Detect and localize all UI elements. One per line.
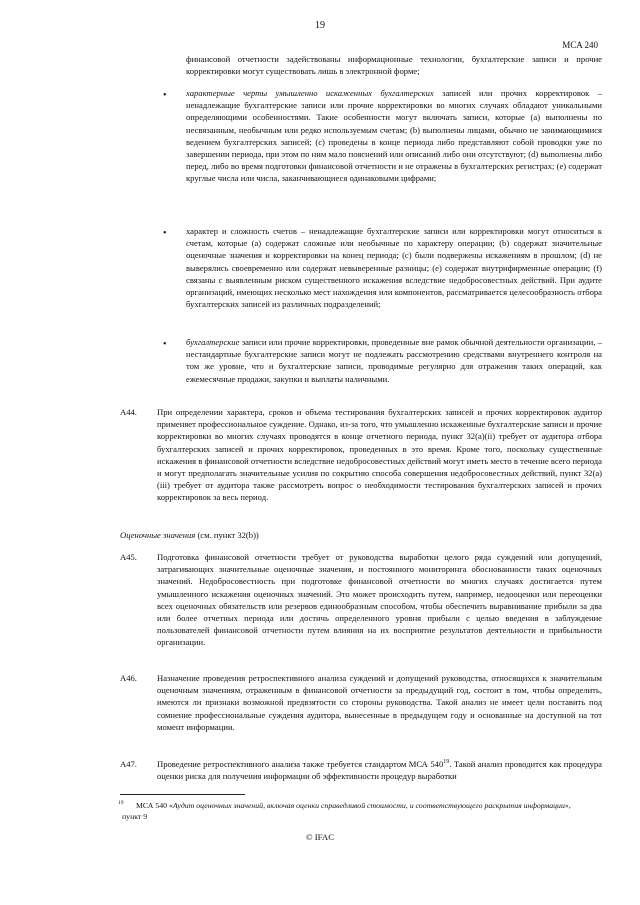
section-subheading xyxy=(120,529,600,541)
footnote-line-2: пункт 9 xyxy=(122,812,148,821)
a47-text-after: . Такой анализ проводится как процедура оценки риска для получения информации об эффективности процедур выработки xyxy=(157,759,603,782)
document-code: MCA 240 xyxy=(562,40,598,50)
footnote-reference[interactable]: 19 xyxy=(443,759,450,766)
paragraph-a46: Назначение проведения ретроспективного анализа суждений и допущений руководства, относящихся к значительным оценочным значениям, отраженным в финансовой отчетности за предыдущий год, состоит в том, чтобы определить, имеются ли признаки возможной предвзятости со стороны руководства. Такой анализ не имеет цели поставить под сомнение профессиональные суждения аудитора, вынесенные в предыдущем году и основанные на доступной на тот момент информации. xyxy=(157,673,602,732)
footnote-suffix: », xyxy=(564,801,571,810)
bullet-marker: • xyxy=(163,228,167,239)
paragraph-number: A47. xyxy=(120,759,137,769)
bullet-paragraph xyxy=(186,225,602,310)
bullet-text: записей или прочих корректировок – ненадлежащие бухгалтерские записи или прочие корректировки во многих случаях обладают уникальными определяющими особенностями. Такие особенности могут включать записи, которые (a) выполнены по несвязанным, необычным или редко используемым счетам; (b) выполнены лицами, обычно не занимающимися ведением бухгалтерских записей; (c) проведены в конце периода либо представляют собой проводки уже по завершении периода, при этом по ним мало пояснений или описаний либо они отсутствуют; (d) выполнены либо перед, либо во время подготовки финансовой отчетности и не отражены в бухгалтерских регистрах; (e) содержат круглые числа или числа, заканчивающиеся одинаковыми цифрами; xyxy=(186,88,603,184)
bullet-lead-italic: бухгалтерские xyxy=(186,337,240,347)
page-number: 19 xyxy=(315,20,325,31)
bullet-marker: • xyxy=(163,90,167,101)
footnote-number: 19 xyxy=(118,800,124,806)
footnote-line-1 xyxy=(122,800,602,811)
paragraph-a47 xyxy=(157,758,602,782)
bullet-paragraph xyxy=(186,336,602,385)
bullet-marker: • xyxy=(163,339,167,350)
footnote xyxy=(118,800,602,822)
footnote-divider xyxy=(120,794,245,795)
bullet-text: записи или прочие корректировки, проведенные вне рамок обычной деятельности организации, – нестандартные бухгалтерские записи могут не подлежать рассмотрению средствами внутреннего контроля на том же уровне, что и бухгалтерские записи, проводимые регулярно для отражения таких операций, как ежемесячные продажи, закупки и выплаты наличными. xyxy=(186,337,602,384)
a47-text-before: Проведение ретроспективного анализа также требуется стандартом МСА 540 xyxy=(157,759,444,769)
bullet-paragraph xyxy=(186,87,602,185)
paragraph-number: A45. xyxy=(120,552,137,562)
footnote-italic-title: Аудит оценочных значений, включая оценки справедливой стоимости, и соответствующего раскрытия информации xyxy=(172,801,565,810)
paragraph-a44: При определении характера, сроков и объема тестирования бухгалтерских записей и прочих корректировок аудитор применяет профессиональное суждение. Однако, из-за того, что умышленно искаженные бухгалтерские записи и прочие корректировки во многих случаях проводятся в конце отчетного периода, пункт 32(a)(ii) требует от аудитора отбора бухгалтерских записей и прочих корректировок, проведенных в это время. Кроме того, поскольку существенные искажения в финансовой отчетности вследствие недобросовестных действий могут иметь место в течение всего периода и могут предполагать значительные усилия по сокрытию способа совершения недобросовестных действий, пункт 32(a)(iii) требует от аудитора также рассмотреть вопрос о необходимости тестирования бухгалтерских записей и прочих корректировок за весь период. xyxy=(157,407,602,503)
subheading-text: (см. пункт 32(b)) xyxy=(195,530,259,540)
footnote-prefix: МСА 540 « xyxy=(136,801,173,810)
bullet-text: характер и сложность счетов – ненадлежащие бухгалтерские записи или корректировки могут относиться к счетам, которые (a) содержат сложные или необычные по характеру операции; (b) содержат значительные оценочные значения и корректировки на конец периода; (c) были подвержены искажениям в прошлом; (d) не выверялись своевременно или содержат невыверенные разницы; (e) содержат внутрифирменные операции; (f) связаны с выявленным риском существенного искажения вследствие недобросовестных действий. При аудите организаций, имеющих несколько мест нахождения или компонентов, рассматривается целесообразность отбора бухгалтерских записей из различных подразделений; xyxy=(186,226,602,310)
paragraph-number: A46. xyxy=(120,673,137,683)
bullet-lead-italic: характерные черты умышленно искаженных бухгалтерских xyxy=(186,88,434,98)
copyright-footer: © IFAC xyxy=(305,832,335,842)
paragraph-a45: Подготовка финансовой отчетности требует от руководства выработки целого ряда суждений или допущений, затрагивающих значительные оценочные значения, и постоянного мониторинга обоснованности таких оценочных значений. Недобросовестность при подготовке финансовой отчетности во многих случаях достигается путем умышленного искажения оценочных значений. Это может происходить путем, например, недооценки или переоценки всех оценочных обязательств или резервов единообразным способом, чтобы обеспечить выравнивание прибыли за два или более отчетных периода или достичь определенного уровня прибыли с целью введения в заблуждение пользователей финансовой отчетности путем влияния на их восприятие результатов деятельности и прибыльности организации. xyxy=(157,552,602,648)
paragraph-number: A44. xyxy=(120,407,137,417)
continuation-paragraph: финансовой отчетности задействованы информационные технологии, бухгалтерские записи и прочие корректировки могут существовать лишь в электронной форме; xyxy=(186,54,602,77)
subheading-italic: Оценочные значения xyxy=(120,530,196,540)
